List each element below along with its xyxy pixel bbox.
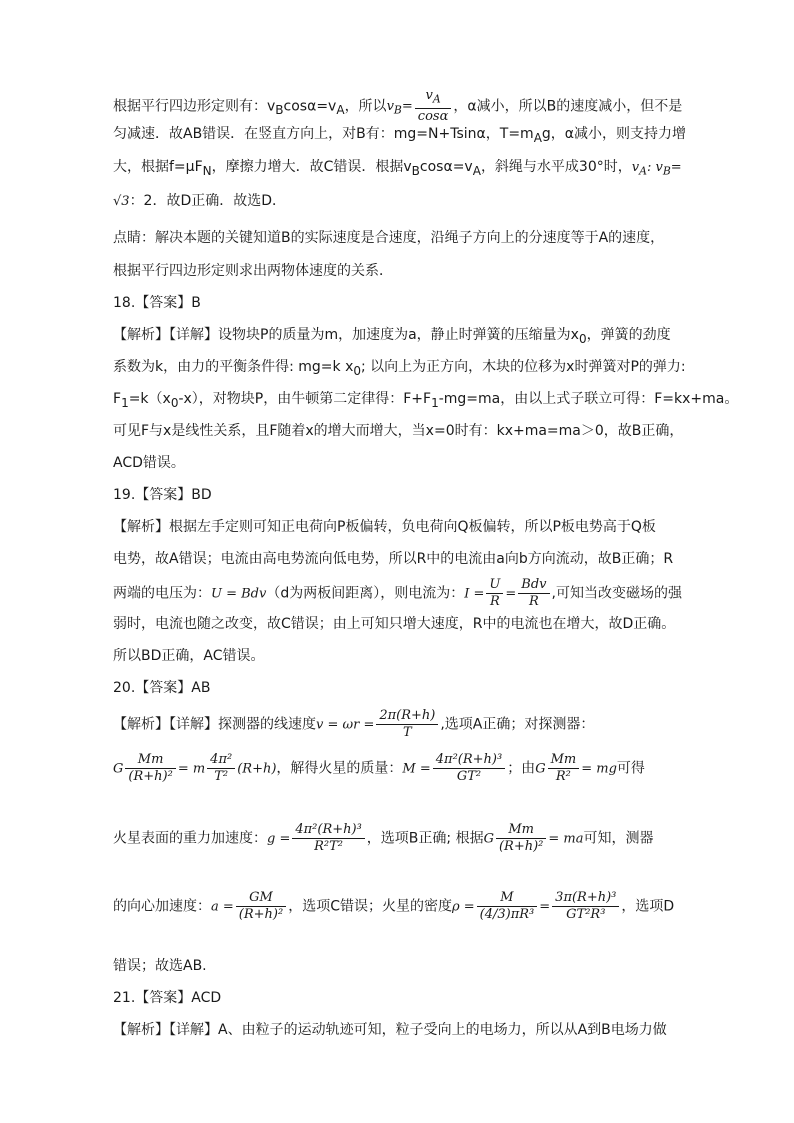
text-line-4: √3：2．故D正确．故选D． xyxy=(113,193,287,209)
formula-vb: $\frac{v_A}{\cos\alpha}$ xyxy=(415,88,452,125)
text-line-17: 【解析】【详解】探测器的线速度v = ωr = $\frac{2\pi(R+h)}{T}$ ,选项A正确；对探测器： xyxy=(113,708,595,740)
text-line-2: 匀减速．故AB错误．在竖直方向上，对B有：mg=N+Tsinα，$T=m_Ag$，α减小，则支持力增 xyxy=(113,126,687,145)
text-line-9: $F_1=k(x_0-x)$，对物块P，由牛顿第二定律得：$F+F_1-mg=ma$，由以上式子联立可得：F=kx+ma。 xyxy=(113,391,739,410)
text-line-7: 【解析】【详解】设物块P的质量为m，加速度为a，静止时弹簧的压缩量为$x_0$，弹簧的劲度 xyxy=(113,327,671,346)
text-line-13: 电势，故A错误；电流由高电势流向低电势，所以R中的电流由a向b方向流动，故B正确；R xyxy=(113,551,674,567)
text-line-10: 可见F与x是线性关系，且F随着x的增大而增大，当x=0时有：kx+ma=ma＞0，故B正确， xyxy=(113,423,684,439)
text-line-18: G $\frac{Mm}{\text{(R+h)²}}$ = m $\frac{\text{4π²}}{\text{T²}}$ (R+h)，解得火星的质量：M = $\frac{\text{4π²(R+h)³}}{\text{GT²}}$ ；由G $\frac{Mm}{\text{R²}}$ = mg可得 xyxy=(113,752,645,784)
text-line-1: 根据平行四边形定则有：$v_B\cos\alpha=v_A$，所以$v_B=$ $\frac{v_A}{\cos\alpha}$ ，α减小，所以B的速度减小，但不是 xyxy=(113,88,683,124)
text-line-16: 所以BD正确，AC错误。 xyxy=(113,648,265,664)
text-line-14: 两端的电压为：U = Bdv（d为两板间距离），则电流为：I = $\frac{U}{R}$ = Bdv R ,可知当改变磁场的强 xyxy=(113,577,682,609)
text-line-5: 点睛：解决本题的关键知道B的实际速度是合速度，沿绳子方向上的分速度等于A的速度， xyxy=(113,230,665,246)
text-line-3: 大，根据$f=\mu F_N$，摩擦力增大．故C错误．根据$v_B\cos\alpha=v_A$，斜绳与水平成30°时，$v_A$: $v_B=$ xyxy=(113,159,682,178)
text-line-6: 根据平行四边形定则求出两物体速度的关系． xyxy=(113,263,393,279)
answer-20: 20.【答案】AB xyxy=(113,680,211,696)
answer-21: 21.【答案】ACD xyxy=(113,990,222,1006)
text-line-11: ACD错误。 xyxy=(113,455,185,471)
answer-19: 19.【答案】BD xyxy=(113,487,212,503)
text-line-22: 【解析】【详解】A、由粒子的运动轨迹可知，粒子受向上的电场力，所以从A到B电场力做 xyxy=(113,1022,667,1038)
text-line-21: 错误；故选AB. xyxy=(113,958,207,974)
text-line-8: 系数为k，由力的平衡条件得: mg=k $x_0$; 以向上为正方向，木块的位移为x时弹簧对P的弹力: xyxy=(113,359,686,378)
text-line-15: 弱时，电流也随之改变，故C错误；由上可知只增大速度，R中的电流也在增大，故D正确。 xyxy=(113,616,676,632)
text-line-19: 火星表面的重力加速度：g = $\frac{\text{4π²(R+h)³}}{\text{R²T²}}$ ，选项B正确; 根据G $\frac{Mm}{\text{(R+h)²}}$ = ma可知，测器 xyxy=(113,822,654,854)
text-line-20: 的向心加速度：a = $\frac{GM}{\text{(R+h)²}}$ ，选项C错误；火星的密度ρ = $\frac{M}{\text{(4/3)πR³}}$ = $\frac{\text{3π(R+h)³}}{\text{GT²R³}}$ ，选项D xyxy=(113,890,675,922)
text-line-12: 【解析】根据左手定则可知正电荷向P板偏转，负电荷向Q板偏转，所以P板电势高于Q板 xyxy=(113,519,656,535)
answer-18: 18.【答案】B xyxy=(113,295,201,311)
